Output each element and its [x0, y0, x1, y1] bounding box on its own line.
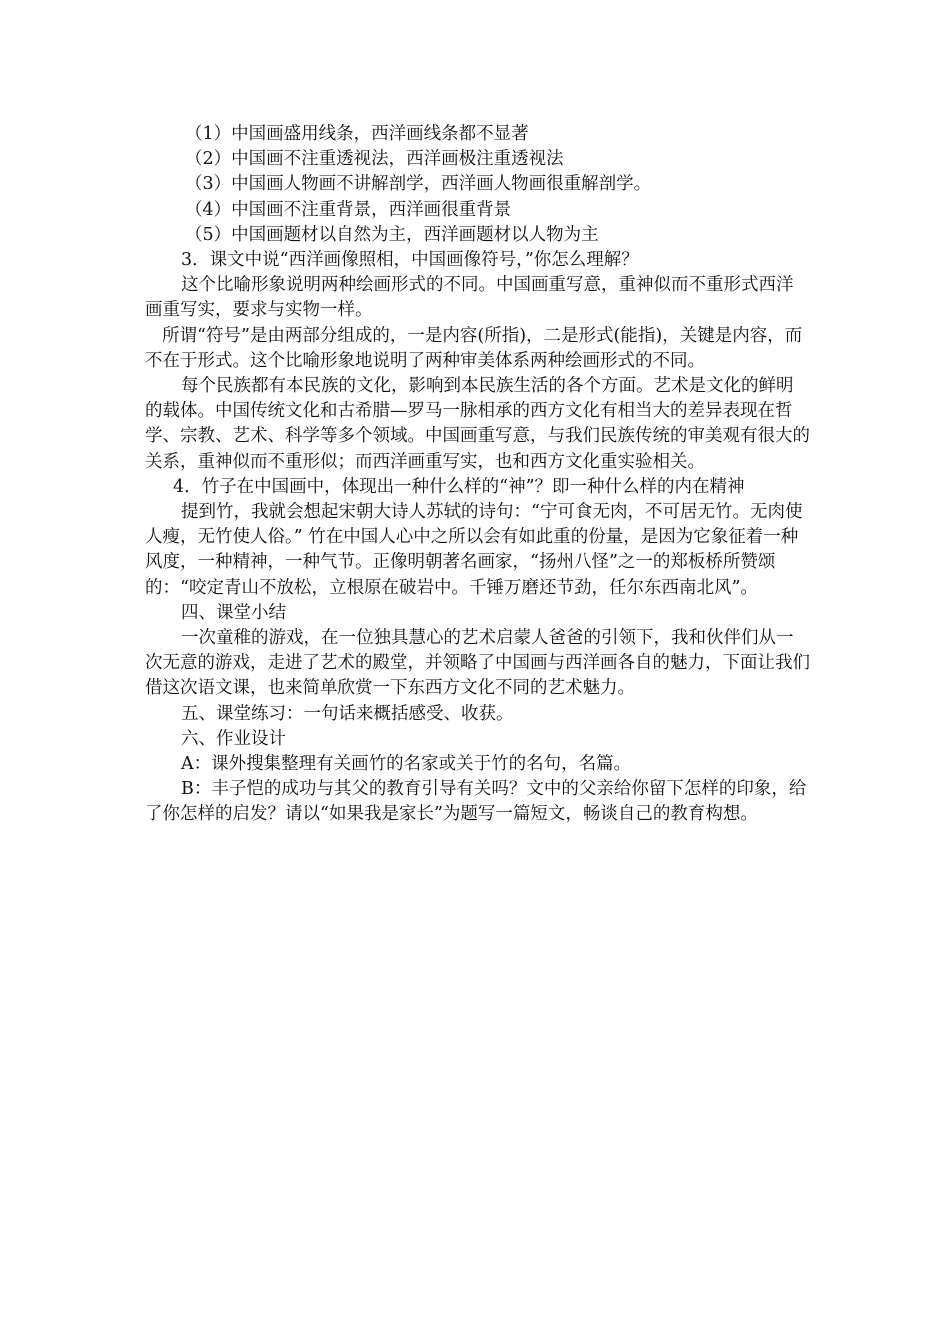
paragraph: 这个比喻形象说明两种绘画形式的不同。中国画重写意，重神似而不重形式西洋画重写实，要求与实物一样。 — [145, 275, 794, 321]
list-item: （3）中国画人物画不讲解剖学，西洋画人物画很重解剖学。 — [185, 174, 652, 195]
homework-item: A：课外搜集整理有关画竹的名家或关于竹的名句，名篇。 — [181, 754, 632, 775]
section-heading: 五、课堂练习：一句话来概括感受、收获。 — [181, 703, 514, 724]
list-item: （4）中国画不注重背景，西洋画很重背景 — [185, 199, 512, 220]
homework-item: B：丰子恺的成功与其父的教育引导有关吗？文中的父亲给你留下怎样的印象，给了你怎样的启发？请以“如果我是家长”为题写一篇短文，畅谈自己的教育构想。 — [145, 779, 807, 825]
list-item: （5）中国画题材以自然为主，西洋画题材以人物为主 — [185, 224, 599, 245]
paragraph: 所谓“符号”是由两部分组成的，一是内容(所指)，二是形式(能指)，关键是内容，而不在于形式。这个比喻形象地说明了两种审美体系两种绘画形式的不同。 — [145, 325, 803, 371]
list-item: （2）中国画不注重透视法，西洋画极注重透视法 — [185, 149, 564, 170]
paragraph: 一次童稚的游戏，在一位独具慧心的艺术启蒙人爸爸的引领下，我和伙伴们从一次无意的游戏，走进了艺术的殿堂，并领略了中国画与西洋画各自的魅力，下面让我们借这次语文课，也来简单欣赏一下东西方文化不同的艺术魅力。 — [145, 628, 810, 699]
paragraph: 每个民族都有本民族的文化，影响到本民族生活的各个方面。艺术是文化的鲜明的载体。中国传统文化和古希腊—罗马一脉相承的西方文化有相当大的差异表现在哲学、宗教、艺术、科学等多个领域。中国画重写意，与我们民族传统的审美观有很大的关系，重神似而不重形似；而西洋画重写实，也和西方文化重实验相关。 — [145, 376, 810, 472]
question-4: 4．竹子在中国画中，体现出一种什么样的“神”？即一种什么样的内在精神 — [173, 476, 745, 497]
question-3: 3．课文中说“西洋画像照相，中国画像符号，”你怎么理解？ — [181, 250, 639, 271]
document-body — [145, 122, 810, 828]
section-heading: 四、课堂小结 — [181, 602, 286, 623]
section-heading: 六、作业设计 — [181, 728, 286, 749]
list-item: （1）中国画盛用线条，西洋画线条都不显著 — [185, 124, 529, 144]
paragraph: 提到竹，我就会想起宋朝大诗人苏轼的诗句：“宁可食无肉，不可居无竹。无肉使人瘦，无竹使人俗。” 竹在中国人心中之所以会有如此重的份量，是因为它象征着一种风度，一种精神，一种气节。正像明朝著名画家，“扬州八怪”之一的郑板桥所赞颂的：“咬定青山不放松，立根原在破岩中。千锤万磨还节劲，任尔东西南北风”。 — [145, 502, 803, 598]
